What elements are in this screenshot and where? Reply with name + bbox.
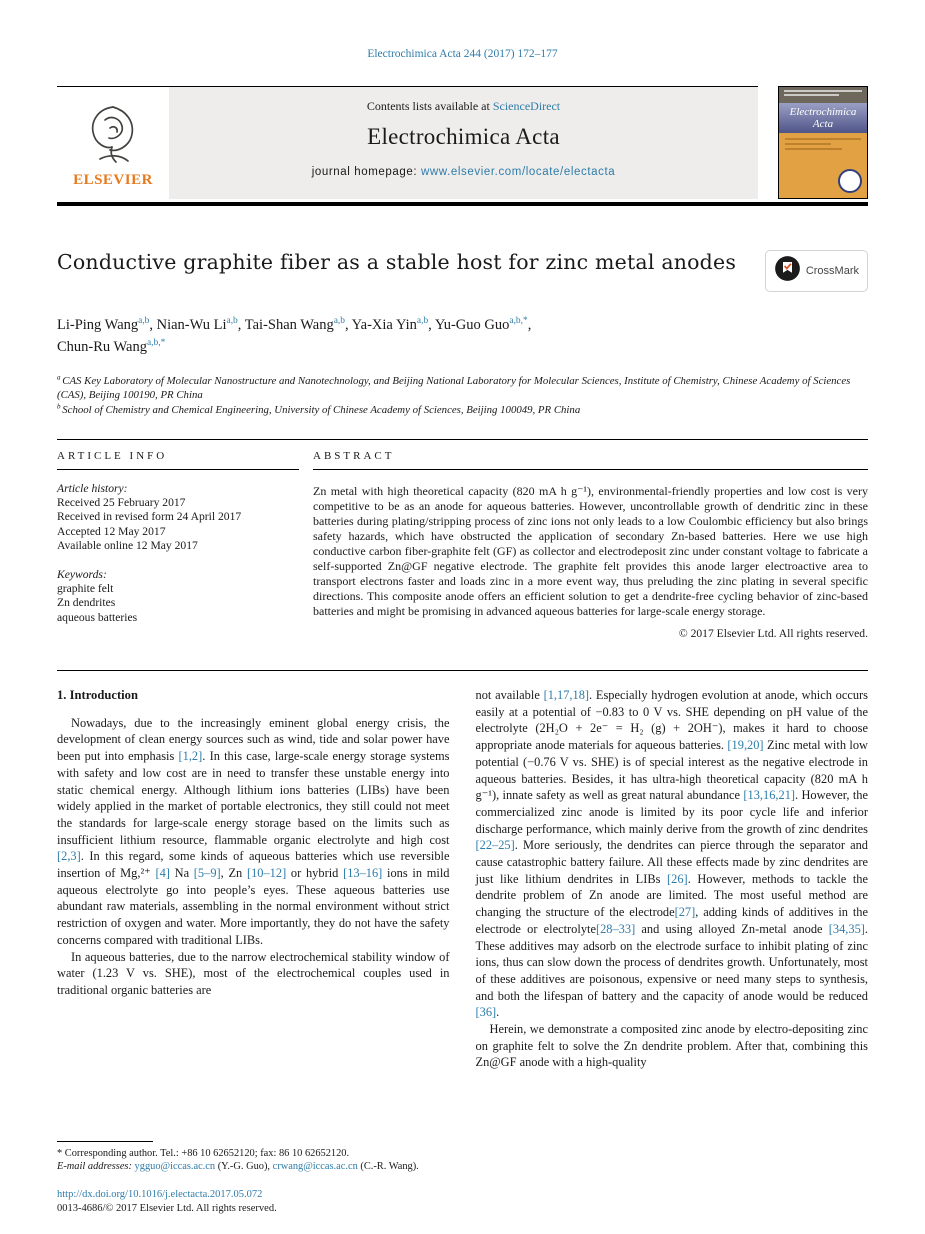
citation-link[interactable]: [13,16,21]	[743, 788, 796, 803]
body-columns	[57, 687, 868, 1174]
body-column-right	[476, 687, 869, 1174]
affiliations	[57, 374, 868, 417]
citation-link[interactable]: [1,17,18]	[543, 688, 590, 702]
text-segment: ions in mild aqueous electrolyte go into people’s eyes. These aqueous batteries use abundant raw materials, assembling in the normal environment without strict restriction of oxygen and water. More importantly, they do not have the safety concerns compared with traditional LIBs.	[57, 866, 450, 947]
section-heading-introduction: 1. Introduction	[57, 688, 138, 702]
footnote-divider	[57, 1141, 153, 1142]
elsevier-tree-icon	[82, 102, 144, 171]
journal-masthead	[57, 86, 868, 199]
contents-prefix: Contents lists available at	[366, 99, 493, 113]
keywords-label: Keywords:	[57, 568, 107, 582]
intro-paragraph-4: Herein, we demonstrate a composited zinc anode by electro-depositing zinc on graphite felt to solve the Zn dendrite problem. After that, combining this Zn@GF anode with a high-quality	[475, 1022, 868, 1070]
text-segment: CAS Key Laboratory of Molecular Nanostructure and Nanotechnology, and Beijing National Laboratory for Molecular Sciences, Institute of Chemistry, Chinese Academy of Sciences (CAS), Beijing 100190, PR China	[57, 375, 851, 401]
intro-paragraph-3	[476, 687, 869, 1021]
bottom-links	[57, 1188, 868, 1216]
intro-paragraph-2: In aqueous batteries, due to the narrow electrochemical stability window of water (1.23 V vs. SHE), most of the electrochemical couples used in traditional organic batteries are	[57, 949, 450, 997]
text-segment: a,b,*	[147, 338, 166, 349]
corresponding-author-note: * Corresponding author. Tel.: +86 10 62652120; fax: 86 10 62652120.	[57, 1147, 350, 1159]
text-segment: . These additives may adsorb on the electrode surface to inhibit plating of zinc ions, thus can slow down the process of dendrites growth. Unfortunately, most of these additives are poisonous, expensive or need many steps to synthesis, and both the lifespan of battery and the capacity of anode would be reduced	[475, 921, 869, 1003]
text-segment: a	[57, 373, 63, 382]
text-segment: ,	[527, 317, 532, 333]
affiliation-b	[57, 403, 868, 417]
text-segment: .	[496, 1005, 500, 1020]
text-segment: . More seriously, the dendrites can pierce through the separator and cause catastrophic battery failure. All these effects made by zinc dendrites are just like lithium dendrites in LIBs	[475, 838, 868, 886]
ise-emblem-icon	[838, 169, 862, 193]
citation-link[interactable]: [28–33]	[595, 921, 636, 936]
text-segment: , Nian-Wu Li	[149, 317, 227, 333]
journal-cover-thumbnail	[778, 86, 868, 199]
text-segment: a,b	[416, 316, 429, 327]
masthead-divider-bar	[57, 202, 868, 206]
crossmark-icon	[774, 255, 801, 287]
text-segment: not available	[475, 688, 544, 702]
citation-link[interactable]: [22–25]	[475, 838, 515, 853]
copyright-line: © 2017 Elsevier Ltd. All rights reserved.	[678, 627, 868, 640]
sciencedirect-link[interactable]: ScienceDirect	[492, 99, 561, 113]
keyword: Zn dendrites	[57, 596, 116, 610]
info-abstract-section	[57, 440, 868, 670]
citation-link[interactable]: [34,35]	[828, 921, 865, 936]
text-segment: , adding kinds of additives in the electrode or electrolyte	[475, 905, 868, 936]
article-title: Conductive graphite fiber as a stable host for zinc metal anodes	[57, 250, 737, 274]
text-segment: , Ya-Xia Yin	[344, 317, 417, 333]
history-line: Available online 12 May 2017	[57, 538, 198, 552]
cover-body	[779, 133, 867, 198]
title-row	[57, 250, 868, 292]
divider	[57, 670, 868, 671]
crossmark-badge[interactable]	[765, 250, 868, 292]
email-addresses-line	[57, 1160, 450, 1174]
text-segment: Zinc metal with low potential (−0.76 V vs. SHE) is of special interest as the negative electrode in aqueous batteries. Besides, it has ultra-high theoretical capacity (820 mA h g⁻¹), innate safety as well as great natural abundance	[475, 738, 868, 803]
authors-line-1	[57, 314, 868, 336]
article-history-label: Article history:	[57, 482, 128, 495]
journal-title: Electrochimica Acta	[367, 124, 560, 149]
text-segment: and using alloyed Zn-metal anode	[635, 921, 829, 936]
journal-homepage-line	[169, 166, 758, 178]
text-segment: . However, the commercialized zinc anode is limited by its poor cycle life and inferior discharge performance, which mainly derive from the growth of zinc dendrites	[475, 788, 869, 836]
text-segment: . In this case, large-scale energy storage systems with safety and low cost are in need to transfer these unstable energy into static chemical energy. Although lithium ions batteries (LIBs) have been widely applied in the market of portable electronics, they still could not meet the standards for large-scale energy storage based on the limits such as insufficient lithium resource, flammable organic electrolyte and high cost	[57, 749, 450, 847]
masthead-main	[57, 86, 758, 199]
citation-link[interactable]: [19,20]	[727, 738, 764, 753]
elsevier-wordmark: ELSEVIER	[73, 171, 153, 188]
text-segment: b	[57, 402, 63, 411]
footnote-block	[57, 1141, 450, 1174]
citation-link[interactable]: [13–16]	[343, 866, 383, 881]
text-segment: , Yu-Guo Guo	[428, 317, 510, 333]
homepage-prefix: journal homepage:	[311, 166, 421, 178]
keyword: graphite felt	[57, 582, 114, 596]
citation-link[interactable]: [5–9]	[193, 866, 221, 881]
text-segment: a,b,*	[509, 316, 528, 327]
text-segment: . In this regard, some kinds of aqueous batteries which use reversible insertion of Mg,²⁺	[57, 849, 450, 881]
crossmark-label: CrossMark	[805, 265, 859, 277]
text-segment: (C.-R. Wang).	[357, 1161, 419, 1173]
citation-link[interactable]: [4]	[155, 866, 170, 881]
keyword: aqueous batteries	[57, 610, 138, 624]
journal-citation: Electrochimica Acta 244 (2017) 172–177	[367, 48, 558, 60]
citation-link[interactable]: [27]	[674, 905, 696, 920]
text-segment: E-mail addresses:	[57, 1161, 135, 1173]
citation-link[interactable]: [1,2]	[178, 749, 203, 764]
text-segment: or hybrid	[286, 866, 344, 881]
text-segment: , Zn	[220, 866, 247, 881]
text-segment: . Especially hydrogen evolution at anode, which occurs easily at a potential of −0.83 to 0 V vs. SHE depending on pH value of the electrolyte (2H₂O + 2e⁻ = H₂ (g) + 2OH⁻), makes it hard to choose appropriate anode materials for aqueous batteries.	[475, 688, 869, 753]
citation-link[interactable]: [26]	[667, 871, 688, 886]
text-segment: Nowadays, due to the increasingly eminent global energy crisis, the development of clean energy sources such as wind, tide and solar power have been put into emphasis	[57, 715, 450, 764]
text-segment: (Y.-G. Guo),	[215, 1161, 273, 1173]
history-line: Received in revised form 24 April 2017	[57, 510, 242, 524]
article-info-heading: ARTICLE INFO	[57, 450, 299, 470]
abstract-heading: ABSTRACT	[313, 450, 868, 470]
doi-link[interactable]: http://dx.doi.org/10.1016/j.electacta.2017.05.072	[57, 1189, 263, 1200]
body-column-left	[57, 687, 450, 1174]
text-segment: School of Chemistry and Chemical Engineering, University of Chinese Academy of Sciences, Beijing 100049, PR China	[62, 404, 581, 416]
cover-top-band	[779, 87, 867, 103]
text-segment: Chun-Ru Wang	[57, 339, 147, 355]
email-link[interactable]: ygguo@iccas.ac.cn	[134, 1161, 216, 1173]
text-segment: a,b	[138, 316, 150, 327]
issn-copyright-line: 0013-4686/© 2017 Elsevier Ltd. All rights reserved.	[57, 1203, 277, 1214]
abstract-text: Zn metal with high theoretical capacity (820 mA h g⁻¹), environmental-friendly properties and low cost is very competitive to be as an anode for aqueous batteries. However, uncontrollable growth of dendritic zinc in these batteries during plating/stripping process of zinc ions not only leads to a low Coulombic efficiency but also brings safety hazards, which have obstructed the application of secondary Zn-based batteries. Here we use high conductive carbon fiber-graphite felt (GF) as collector and electrodeposit zinc under constant voltage to fabricate a self-supported Zn@GF negative electrode. The graphite felt provides this anode larger electroactive area to transport electrons faster and loads zinc in a more event way, thus preluding the zinc plating in several specific directions. This composite anode offers an efficient solution to get a dendrite-free cycling behavior of zinc-based batteries and might be promising in advanced aqueous batteries for large-scale energy storage.	[313, 484, 868, 618]
text-segment: . However, methods to tackle the dendrite problem of Zn anode are limited. The most useful method are changing the structure of the electrode	[475, 871, 868, 920]
authors-line-2	[57, 336, 868, 358]
history-line: Accepted 12 May 2017	[57, 524, 166, 538]
intro-paragraph-1	[57, 715, 450, 949]
masthead-center	[169, 87, 758, 199]
abstract-column	[313, 450, 868, 640]
citation-link[interactable]: [2,3]	[57, 849, 81, 864]
history-line: Received 25 February 2017	[57, 496, 186, 510]
text-segment: Na	[169, 866, 194, 881]
contents-list-line	[169, 99, 758, 114]
cover-title: Electrochimica Acta	[779, 103, 867, 133]
citation-link[interactable]: [36]	[475, 1005, 497, 1020]
affiliation-a	[57, 374, 868, 402]
elsevier-logo	[57, 87, 169, 199]
text-segment: a,b	[333, 316, 345, 327]
text-segment: a,b	[226, 316, 238, 327]
citation-link[interactable]: [10–12]	[246, 866, 287, 881]
email-link[interactable]: crwang@iccas.ac.cn	[272, 1161, 358, 1173]
text-segment: , Tai-Shan Wang	[237, 317, 334, 333]
text-segment: Li-Ping Wang	[57, 317, 139, 333]
article-info-column	[57, 450, 299, 640]
authors-block	[57, 314, 868, 358]
homepage-link[interactable]: www.elsevier.com/locate/electacta	[420, 166, 616, 178]
